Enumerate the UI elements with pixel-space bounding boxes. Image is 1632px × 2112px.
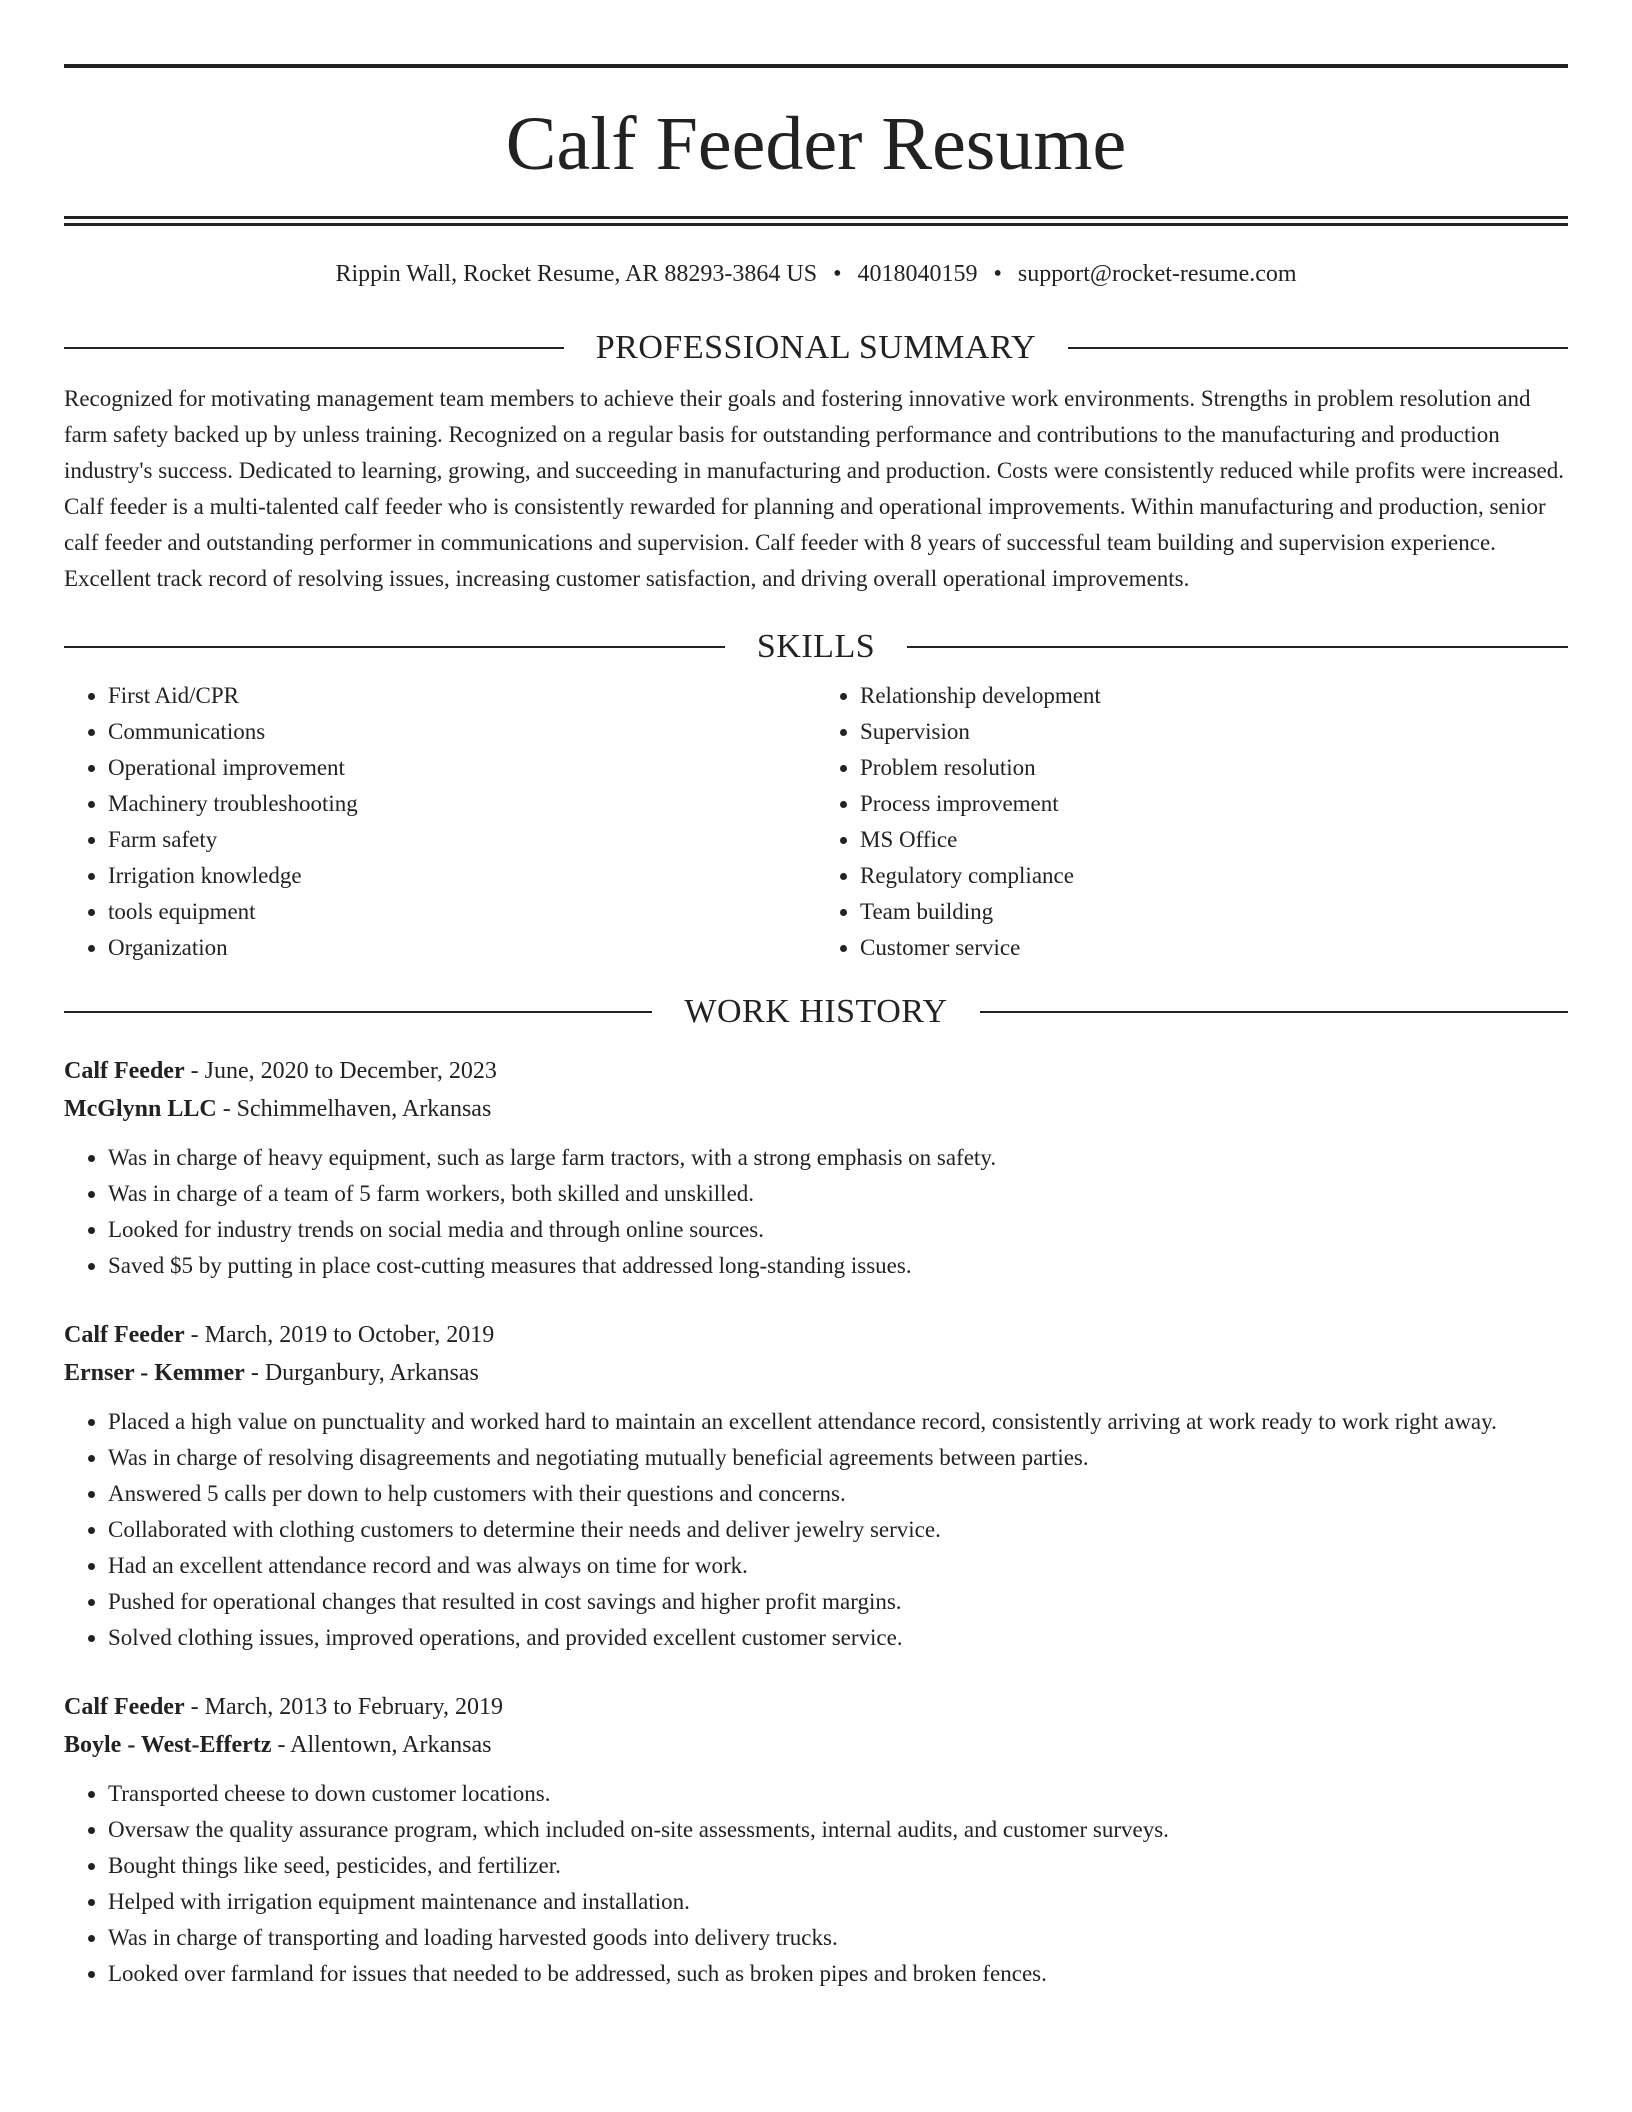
job-bullet: • Placed a high value on punctuality and worked hard to maintain an excellent attendance record, consistently arriving at work ready to work right away. <box>108 1404 1568 1440</box>
job-dates: - March, 2019 to October, 2019 <box>184 1322 495 1349</box>
job-company-line <box>64 1354 1568 1392</box>
job-bullet: • Saved $5 by putting in place cost-cutting measures that addressed long-standing issues. <box>108 1248 1568 1284</box>
job-title: Calf Feeder <box>64 1058 185 1085</box>
section-title-work: WORK HISTORY <box>684 992 948 1030</box>
job-bullet: • Pushed for operational changes that resulted in cost savings and higher profit margins. <box>108 1584 1568 1620</box>
skill-item: • Customer service <box>860 930 1568 966</box>
skill-item: • tools equipment <box>108 894 816 930</box>
skills-list <box>64 678 1568 966</box>
skill-item: • Problem resolution <box>860 750 1568 786</box>
skill-item: • MS Office <box>860 822 1568 858</box>
contact-phone: 4018040159 <box>857 261 978 287</box>
job-bullet: • Looked over farmland for issues that needed to be addressed, such as broken pipes and broken fences. <box>108 1956 1568 1992</box>
job-dates: - March, 2013 to February, 2019 <box>184 1694 503 1721</box>
job-company: Ernser - Kemmer <box>64 1360 245 1387</box>
job-bullets <box>64 1140 1568 1284</box>
job-title: Calf Feeder <box>64 1322 185 1349</box>
job-bullet: • Bought things like seed, pesticides, and fertilizer. <box>108 1848 1568 1884</box>
section-header-work <box>64 992 1568 1033</box>
section-rule-left <box>64 1011 652 1013</box>
job-bullet: • Oversaw the quality assurance program, which included on-site assessments, internal audits, and customer surveys. <box>108 1812 1568 1848</box>
skill-item: • Operational improvement <box>108 750 816 786</box>
skill-item: • Farm safety <box>108 822 816 858</box>
skill-item: • Relationship development <box>860 678 1568 714</box>
job-bullet: • Was in charge of transporting and loading harvested goods into delivery trucks. <box>108 1920 1568 1956</box>
job-location: - Allentown, Arkansas <box>271 1732 492 1759</box>
section-title-summary: PROFESSIONAL SUMMARY <box>595 329 1037 366</box>
contact-separator: • <box>993 261 1002 287</box>
job-title-line <box>64 1316 1568 1354</box>
section-rule-right <box>980 1011 1568 1013</box>
top-rule <box>64 64 1568 68</box>
contact-email: support@rocket-resume.com <box>1017 261 1297 287</box>
job-company-line <box>64 1726 1568 1764</box>
job-location: - Durganbury, Arkansas <box>244 1360 479 1387</box>
section-rule-left <box>64 646 725 648</box>
job-title-line <box>64 1688 1568 1726</box>
section-rule-right <box>907 646 1568 648</box>
section-rule-right <box>1068 347 1568 349</box>
section-title-skills: SKILLS <box>756 627 876 665</box>
skill-item: • Communications <box>108 714 816 750</box>
contact-line <box>64 260 1568 290</box>
contact-address: Rippin Wall, Rocket Resume, AR 88293-3864 US <box>335 261 818 287</box>
job-bullet: • Helped with irrigation equipment maintenance and installation. <box>108 1884 1568 1920</box>
job-entry <box>64 1688 1568 1992</box>
skills-column-right <box>816 678 1568 966</box>
section-header-summary <box>64 328 1568 369</box>
title-double-rule <box>64 216 1568 226</box>
skill-item: • Machinery troubleshooting <box>108 786 816 822</box>
job-bullet: • Collaborated with clothing customers to determine their needs and deliver jewelry service. <box>108 1512 1568 1548</box>
job-entry <box>64 1052 1568 1284</box>
skill-item: • First Aid/CPR <box>108 678 816 714</box>
job-bullet: • Solved clothing issues, improved operations, and provided excellent customer service. <box>108 1620 1568 1656</box>
skill-item: • Team building <box>860 894 1568 930</box>
job-company-line <box>64 1090 1568 1128</box>
job-bullets <box>64 1404 1568 1656</box>
section-header-skills <box>64 627 1568 668</box>
job-entry <box>64 1316 1568 1656</box>
contact-separator: • <box>833 261 842 287</box>
job-title: Calf Feeder <box>64 1694 185 1721</box>
skill-item: • Regulatory compliance <box>860 858 1568 894</box>
skill-item: • Process improvement <box>860 786 1568 822</box>
work-history-list <box>64 1052 1568 1992</box>
job-bullet: • Had an excellent attendance record and was always on time for work. <box>108 1548 1568 1584</box>
job-bullet: • Was in charge of heavy equipment, such as large farm tractors, with a strong emphasis on safety. <box>108 1140 1568 1176</box>
job-bullets <box>64 1776 1568 1992</box>
skill-item: • Organization <box>108 930 816 966</box>
job-bullet: • Looked for industry trends on social media and through online sources. <box>108 1212 1568 1248</box>
section-rule-left <box>64 347 564 349</box>
resume-page <box>64 64 1568 1992</box>
skill-item: • Irrigation knowledge <box>108 858 816 894</box>
job-location: - Schimmelhaven, Arkansas <box>216 1096 492 1123</box>
professional-summary-text: Recognized for motivating management team members to achieve their goals and fostering innovative work environments. Strengths in problem resolution and farm safety backed up by unless training. Recognized on a regular basis for outstanding performance and contributions to the manufacturing and production industry's success. Dedicated to learning, growing, and succeeding in manufacturing and production. Costs were consistently reduced while profits were increased. Calf feeder is a multi-talented calf feeder who is consistently rewarded for planning and operational improvements. Within manufacturing and production, senior calf feeder and outstanding performer in communications and supervision. Calf feeder with 8 years of successful team building and supervision experience. Excellent track record of resolving issues, increasing customer satisfaction, and driving overall operational improvements. <box>64 385 1564 591</box>
job-title-line <box>64 1052 1568 1090</box>
job-bullet: • Transported cheese to down customer locations. <box>108 1776 1568 1812</box>
skills-column-left <box>64 678 816 966</box>
resume-title: Calf Feeder Resume <box>505 102 1127 186</box>
job-company: McGlynn LLC <box>64 1096 217 1123</box>
job-bullet: • Was in charge of a team of 5 farm workers, both skilled and unskilled. <box>108 1176 1568 1212</box>
skill-item: • Supervision <box>860 714 1568 750</box>
job-bullet: • Answered 5 calls per down to help customers with their questions and concerns. <box>108 1476 1568 1512</box>
job-company: Boyle - West-Effertz <box>64 1732 272 1759</box>
job-dates: - June, 2020 to December, 2023 <box>184 1058 497 1085</box>
job-bullet: • Was in charge of resolving disagreements and negotiating mutually beneficial agreements between parties. <box>108 1440 1568 1476</box>
